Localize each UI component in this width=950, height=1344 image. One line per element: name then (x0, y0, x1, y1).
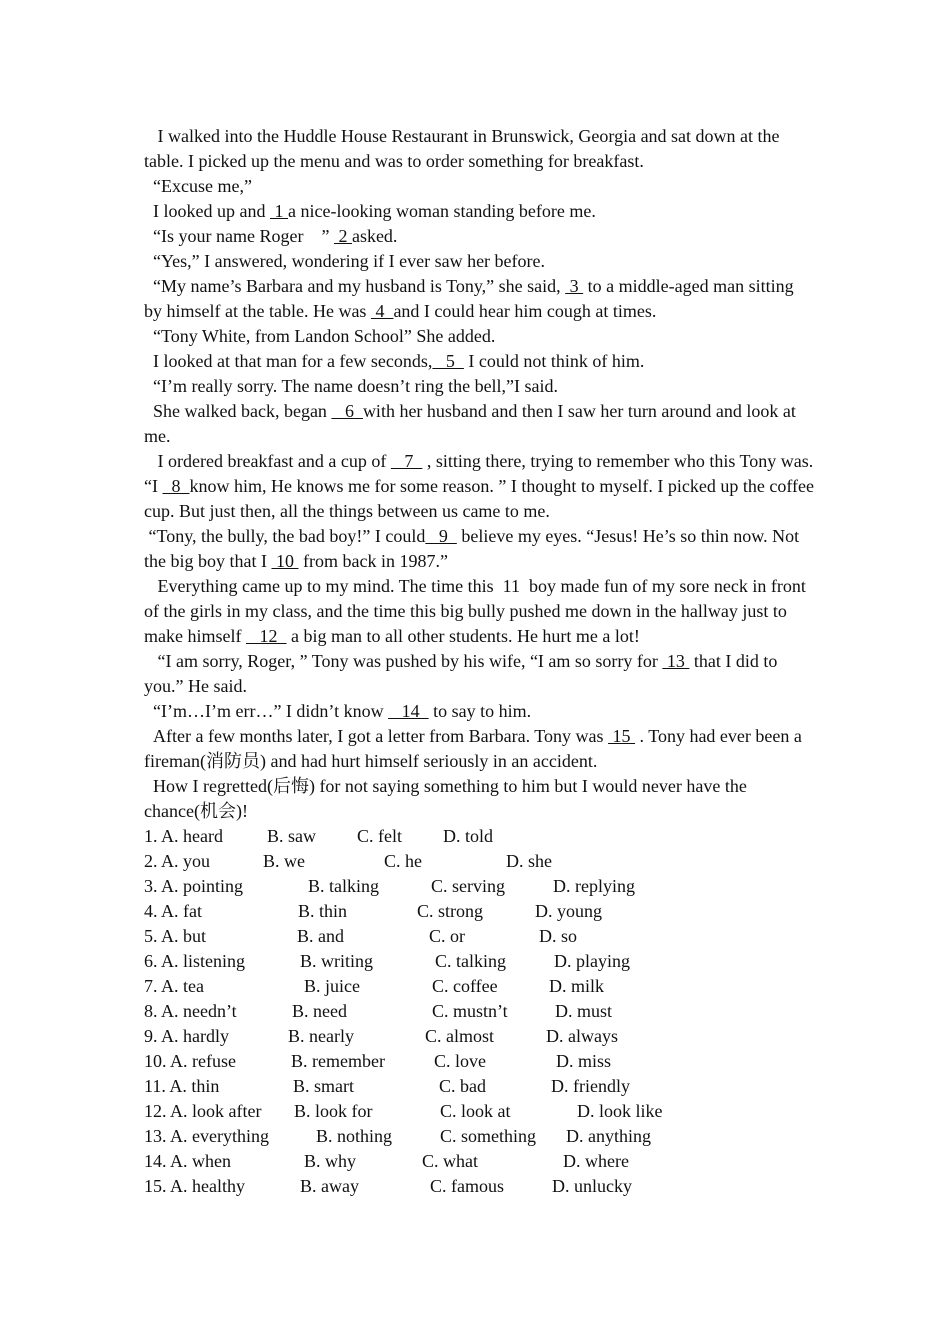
answer-blank: 4 (370, 301, 394, 321)
option-choice: C. talking (435, 951, 506, 971)
passage-paragraph (144, 574, 814, 649)
option-choice: 9. A. hardly (144, 1026, 229, 1046)
option-choice: C. look at (440, 1101, 511, 1121)
passage-text: I looked up and (144, 201, 270, 221)
option-choice: D. where (563, 1151, 629, 1171)
answer-blank: 5 (432, 351, 464, 371)
option-choice: 2. A. you (144, 851, 211, 871)
passage-text: After a few months later, I got a letter from Barbara. Tony was (144, 726, 609, 746)
passage-text: Everything came up to my mind. The time this 11 boy made fun of my sore neck in front of the girls in my class, and the time this big bully pushed me down in the hallway just to make himself (144, 576, 811, 646)
answer-blank: 10 (271, 551, 299, 571)
passage-text: asked. (351, 226, 398, 246)
passage-text: “I’m…I’m err…” I didn’t know (144, 701, 389, 721)
option-choice: D. must (555, 1001, 613, 1021)
option-row (144, 1174, 814, 1199)
option-row (144, 1074, 814, 1099)
passage-paragraph (144, 724, 814, 774)
option-row (144, 999, 814, 1024)
passage-text: “Tony, the bully, the bad boy!” I could (144, 526, 426, 546)
option-choice: B. need (292, 1001, 347, 1021)
passage-paragraph (144, 699, 814, 724)
option-choice: 10. A. refuse (144, 1051, 236, 1071)
passage-text: and I could hear him cough at times. (393, 301, 657, 321)
option-choice: D. anything (566, 1126, 651, 1146)
option-choice: B. saw (267, 826, 316, 846)
passage-text: that I did to you.” He said. (144, 651, 782, 696)
option-choice: 12. A. look after (144, 1101, 262, 1121)
option-choice: B. nearly (288, 1026, 354, 1046)
option-row (144, 1124, 814, 1149)
option-choice: D. always (546, 1026, 618, 1046)
passage-paragraph (144, 274, 814, 324)
answer-blank: 1 (269, 201, 288, 221)
option-choice: B. talking (308, 876, 379, 896)
passage-text: “Excuse me,” (144, 176, 252, 196)
passage-paragraph (144, 649, 814, 699)
option-choice: 13. A. everything (144, 1126, 269, 1146)
passage-text: I could not think of him. (463, 351, 645, 371)
passage-paragraph (144, 124, 814, 174)
option-choice: D. replying (553, 876, 635, 896)
option-choice: C. love (434, 1051, 486, 1071)
passage-text: with her husband and then I saw her turn around and look at me. (144, 401, 801, 446)
option-choice: C. mustn’t (432, 1001, 508, 1021)
option-choice: 15. A. healthy (144, 1176, 245, 1196)
option-choice: C. bad (439, 1076, 486, 1096)
passage-text: “I am sorry, Roger, ” Tony was pushed by his wife, “I am so sorry for (144, 651, 663, 671)
answer-blank: 2 (333, 226, 352, 246)
option-row (144, 849, 814, 874)
answer-blank: 14 (388, 701, 429, 721)
option-choice: 7. A. tea (144, 976, 204, 996)
option-choice: D. young (535, 901, 602, 921)
option-choice: D. look like (577, 1101, 663, 1121)
passage-paragraph (144, 349, 814, 374)
option-choice: 11. A. thin (144, 1076, 220, 1096)
option-choice: D. milk (549, 976, 605, 996)
passage-text: know him, He knows me for some reason. ” I thought to myself. I picked up the coffee cup. But just then, all the things between us came to me. (144, 476, 819, 521)
option-choice: C. something (440, 1126, 537, 1146)
option-choice: C. coffee (432, 976, 498, 996)
passage-text: I ordered breakfast and a cup of (144, 451, 391, 471)
passage-paragraph (144, 449, 819, 524)
option-row (144, 949, 814, 974)
option-choice: 6. A. listening (144, 951, 246, 971)
option-row (144, 974, 814, 999)
passage-paragraph (144, 374, 814, 399)
passage-paragraph (144, 174, 814, 199)
option-choice: 14. A. when (144, 1151, 231, 1171)
answer-blank: 12 (245, 626, 287, 646)
option-choice: C. felt (357, 826, 402, 846)
option-row (144, 1149, 814, 1174)
option-choice: B. and (297, 926, 344, 946)
option-choice: C. almost (425, 1026, 495, 1046)
option-row (144, 1099, 814, 1124)
option-choice: 5. A. but (144, 926, 207, 946)
passage-text: I looked at that man for a few seconds, (144, 351, 433, 371)
option-choice: C. what (422, 1151, 478, 1171)
passage-text: “Yes,” I answered, wondering if I ever saw her before. (144, 251, 546, 271)
option-choice: B. look for (294, 1101, 373, 1121)
passage-text: . Tony had ever been a fireman(消防员) and had hurt himself seriously in an accident. (144, 726, 807, 771)
passage-text: believe my eyes. “Jesus! He’s so thin now. Not the big boy that I (144, 526, 804, 571)
option-choice: D. she (506, 851, 552, 871)
option-row (144, 824, 814, 849)
passage-text: from back in 1987.” (298, 551, 448, 571)
option-choice: B. nothing (316, 1126, 393, 1146)
passage-paragraph (144, 199, 814, 224)
option-choice: B. away (300, 1176, 359, 1196)
option-choice: C. serving (431, 876, 505, 896)
option-choice: B. thin (298, 901, 348, 921)
option-choice: D. so (539, 926, 578, 946)
option-choice: C. famous (430, 1176, 504, 1196)
option-choice: D. unlucky (552, 1176, 632, 1196)
passage-paragraph (144, 774, 814, 824)
option-row (144, 924, 814, 949)
option-choice: C. or (429, 926, 465, 946)
answer-blank: 13 (662, 651, 690, 671)
option-row (144, 874, 814, 899)
option-choice: 8. A. needn’t (144, 1001, 237, 1021)
option-choice: B. why (304, 1151, 357, 1171)
passage-text: She walked back, began (144, 401, 332, 421)
passage-paragraph (144, 224, 814, 249)
passage-text: How I regretted(后悔) for not saying something to him but I would never have the chance(机会)! (144, 776, 752, 821)
option-choice: B. we (263, 851, 305, 871)
option-choice: B. writing (300, 951, 374, 971)
option-choice: C. strong (417, 901, 484, 921)
document-page (144, 124, 819, 1199)
passage-text: I walked into the Huddle House Restaurant in Brunswick, Georgia and sat down at the table. I picked up the menu and was to order something for breakfast. (144, 126, 785, 171)
passage-paragraph (144, 324, 814, 349)
option-choice: 3. A. pointing (144, 876, 244, 896)
option-choice: D. playing (554, 951, 630, 971)
passage-text: a big man to all other students. He hurt me a lot! (286, 626, 640, 646)
option-choice: B. juice (304, 976, 360, 996)
answer-blank: 9 (425, 526, 457, 546)
answer-blank: 7 (390, 451, 423, 471)
passage-text: to say to him. (428, 701, 532, 721)
answer-blank: 8 (162, 476, 190, 496)
option-choice: 1. A. heard (144, 826, 223, 846)
passage-text: “My name’s Barbara and my husband is Tony,” she said, (144, 276, 566, 296)
option-choice: D. told (443, 826, 494, 846)
option-choice: B. smart (293, 1076, 354, 1096)
cloze-passage (144, 124, 819, 824)
passage-text: “I’m really sorry. The name doesn’t ring the bell,”I said. (144, 376, 559, 396)
answer-blank: 15 (608, 726, 636, 746)
option-choice: C. he (384, 851, 422, 871)
option-choice: 4. A. fat (144, 901, 202, 921)
passage-text: “Is your name Roger ” (144, 226, 334, 246)
passage-text: a nice-looking woman standing before me. (287, 201, 596, 221)
passage-paragraph (144, 399, 814, 449)
passage-paragraph (144, 524, 814, 574)
option-choice: B. remember (291, 1051, 385, 1071)
passage-paragraph (144, 249, 814, 274)
passage-text: , sitting there, trying to remember who this Tony was. “I (144, 451, 818, 496)
answer-blank: 6 (331, 401, 363, 421)
answer-options (144, 824, 814, 1199)
passage-text: “Tony White, from Landon School” She added. (144, 326, 496, 346)
option-choice: D. miss (556, 1051, 612, 1071)
option-row (144, 1049, 814, 1074)
option-choice: D. friendly (551, 1076, 630, 1096)
answer-blank: 3 (565, 276, 584, 296)
option-row (144, 1024, 814, 1049)
option-row (144, 899, 814, 924)
passage-text: to a middle-aged man sitting by himself at the table. He was (144, 276, 799, 321)
